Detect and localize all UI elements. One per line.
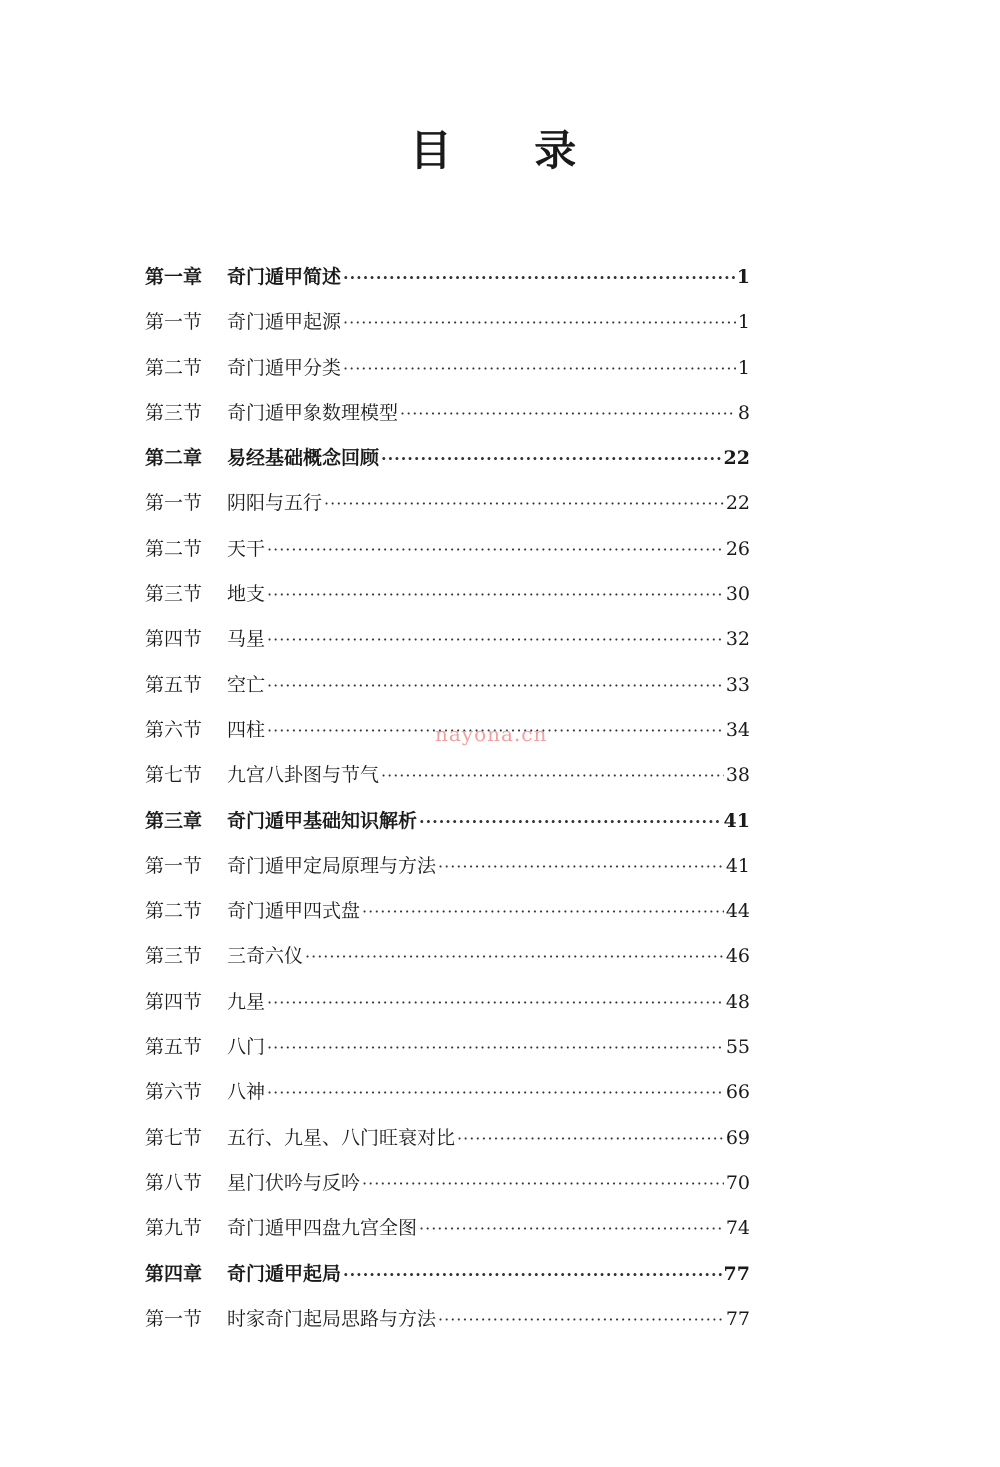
toc-section-row[interactable]	[145, 1032, 750, 1077]
toc-entry-page: 34	[725, 718, 750, 741]
toc-entry-title: 四柱	[227, 718, 266, 741]
toc-leader-dots	[438, 1305, 724, 1335]
toc-leader-dots	[305, 942, 724, 972]
toc-entry-page: 77	[723, 1262, 750, 1285]
toc-entry-page: 41	[723, 809, 750, 832]
toc-entry-title: 星门伏吟与反吟	[227, 1171, 361, 1194]
toc-chapter-row[interactable]	[145, 443, 750, 488]
toc-entry-number: 第六节	[145, 718, 203, 741]
toc-entry-title: 空亡	[227, 673, 266, 696]
toc-entry-page: 1	[737, 356, 750, 379]
toc-entry-number: 第三节	[145, 401, 203, 424]
toc-entry-title: 奇门遁甲简述	[227, 266, 342, 288]
toc-section-row[interactable]	[145, 353, 750, 398]
toc-leader-dots	[381, 444, 722, 474]
toc-section-row[interactable]	[145, 307, 750, 352]
toc-leader-dots	[400, 399, 736, 429]
toc-entry-title: 地支	[227, 583, 266, 606]
toc-leader-dots	[324, 489, 724, 519]
toc-entry-title: 八神	[227, 1081, 266, 1104]
toc-entry-number: 第五节	[145, 673, 203, 696]
toc-entry-page: 55	[725, 1036, 750, 1059]
toc-leader-dots	[267, 535, 724, 565]
toc-entry-number: 第四章	[145, 1262, 203, 1285]
toc-entry-title: 奇门遁甲四式盘	[227, 900, 361, 923]
toc-entry-page: 8	[737, 401, 750, 424]
toc-section-row[interactable]	[145, 398, 750, 443]
toc-entry-title: 奇门遁甲起局	[227, 1262, 342, 1285]
page-title: 目 录	[409, 126, 611, 175]
toc-section-row[interactable]	[145, 670, 750, 715]
toc-section-row[interactable]	[145, 760, 750, 805]
toc-entry-number: 第四节	[145, 628, 203, 651]
toc-entry-number: 第五节	[145, 1036, 203, 1059]
toc-section-row[interactable]	[145, 1168, 750, 1213]
toc-entry-title: 奇门遁甲象数理模型	[227, 401, 399, 424]
toc-leader-dots	[343, 308, 736, 338]
toc-leader-dots	[267, 671, 724, 701]
toc-entry-title: 奇门遁甲基础知识解析	[227, 809, 418, 832]
toc-entry-title: 奇门遁甲分类	[227, 356, 342, 379]
toc-entry-page: 22	[725, 492, 750, 515]
toc-entry-page: 30	[725, 583, 750, 606]
toc-entry-page: 38	[725, 764, 750, 787]
toc-entry-number: 第三节	[145, 583, 203, 606]
toc-entry-number: 第一章	[145, 266, 203, 288]
toc-entry-title: 奇门遁甲定局原理与方法	[227, 854, 437, 877]
toc-entry-number: 第一节	[145, 311, 203, 334]
toc-entry-page: 1	[737, 311, 750, 334]
toc-entry-title: 三奇六仪	[227, 945, 304, 968]
toc-entry-page: 44	[725, 900, 750, 923]
toc-section-row[interactable]	[145, 1213, 750, 1258]
toc-leader-dots	[267, 1078, 724, 1108]
toc-section-row[interactable]	[145, 851, 750, 896]
toc-leader-dots	[343, 354, 736, 384]
toc-entry-number: 第一节	[145, 854, 203, 877]
toc-entry-number: 第六节	[145, 1081, 203, 1104]
toc-section-row[interactable]	[145, 624, 750, 669]
toc-entry-page: 41	[725, 854, 750, 877]
toc-entry-number: 第八节	[145, 1171, 203, 1194]
toc-leader-dots	[362, 1169, 724, 1199]
toc-entry-number: 第二节	[145, 537, 203, 560]
toc-entry-page: 1	[736, 266, 750, 288]
toc-entry-page: 66	[725, 1081, 750, 1104]
toc-leader-dots	[267, 1033, 724, 1063]
toc-entry-page: 70	[725, 1171, 750, 1194]
toc-section-row[interactable]	[145, 1304, 750, 1349]
toc-entry-title: 时家奇门起局思路与方法	[227, 1307, 437, 1330]
toc-section-row[interactable]	[145, 987, 750, 1032]
toc-entry-number: 第二章	[145, 447, 203, 470]
toc-entry-page: 22	[723, 447, 750, 470]
toc-entry-number: 第二节	[145, 356, 203, 379]
toc-entry-title: 阴阳与五行	[227, 492, 323, 515]
toc-entry-title: 五行、九星、八门旺衰对比	[227, 1126, 456, 1149]
toc-section-row[interactable]	[145, 534, 750, 579]
toc-leader-dots	[362, 897, 724, 927]
toc-entry-title: 易经基础概念回顾	[227, 447, 380, 470]
toc-leader-dots	[419, 807, 722, 837]
toc-entry-page: 46	[725, 945, 750, 968]
toc-entry-number: 第七节	[145, 764, 203, 787]
toc-entry-number: 第四节	[145, 990, 203, 1013]
toc-chapter-row[interactable]	[145, 262, 750, 307]
toc-section-row[interactable]	[145, 941, 750, 986]
toc-section-row[interactable]	[145, 1123, 750, 1168]
toc-leader-dots	[438, 852, 724, 882]
toc-entry-title: 奇门遁甲起源	[227, 311, 342, 334]
toc-chapter-row[interactable]	[145, 1259, 750, 1304]
toc-section-row[interactable]	[145, 488, 750, 533]
toc-section-row[interactable]	[145, 896, 750, 941]
toc-leader-dots	[343, 1260, 722, 1290]
toc-entry-page: 74	[725, 1217, 750, 1240]
toc-entry-title: 奇门遁甲四盘九宫全图	[227, 1217, 418, 1240]
toc-entry-number: 第三章	[145, 809, 203, 832]
toc-section-row[interactable]	[145, 1077, 750, 1122]
toc-entry-page: 32	[725, 628, 750, 651]
toc-leader-dots	[381, 761, 724, 791]
toc-entry-number: 第二节	[145, 900, 203, 923]
toc-entry-number: 第七节	[145, 1126, 203, 1149]
toc-entry-title: 九宫八卦图与节气	[227, 764, 380, 787]
toc-entry-number: 第一节	[145, 1307, 203, 1330]
toc-entry-title: 天干	[227, 537, 266, 560]
toc-leader-dots	[343, 263, 735, 293]
toc-list	[145, 262, 750, 1349]
toc-entry-page: 33	[725, 673, 750, 696]
toc-entry-number: 第三节	[145, 945, 203, 968]
toc-entry-page: 48	[725, 990, 750, 1013]
toc-entry-page: 26	[725, 537, 750, 560]
toc-section-row[interactable]	[145, 579, 750, 624]
toc-leader-dots	[419, 1214, 724, 1244]
toc-entry-page: 69	[725, 1126, 750, 1149]
toc-chapter-row[interactable]	[145, 806, 750, 851]
toc-entry-number: 第九节	[145, 1217, 203, 1240]
toc-leader-dots	[457, 1124, 724, 1154]
toc-leader-dots	[267, 580, 724, 610]
toc-entry-title: 八门	[227, 1036, 266, 1059]
toc-entry-title: 九星	[227, 990, 266, 1013]
toc-entry-page: 77	[725, 1307, 750, 1330]
watermark: nayona.cn	[435, 722, 548, 746]
toc-entry-title: 马星	[227, 628, 266, 651]
toc-entry-number: 第一节	[145, 492, 203, 515]
toc-leader-dots	[267, 625, 724, 655]
toc-leader-dots	[267, 988, 724, 1018]
